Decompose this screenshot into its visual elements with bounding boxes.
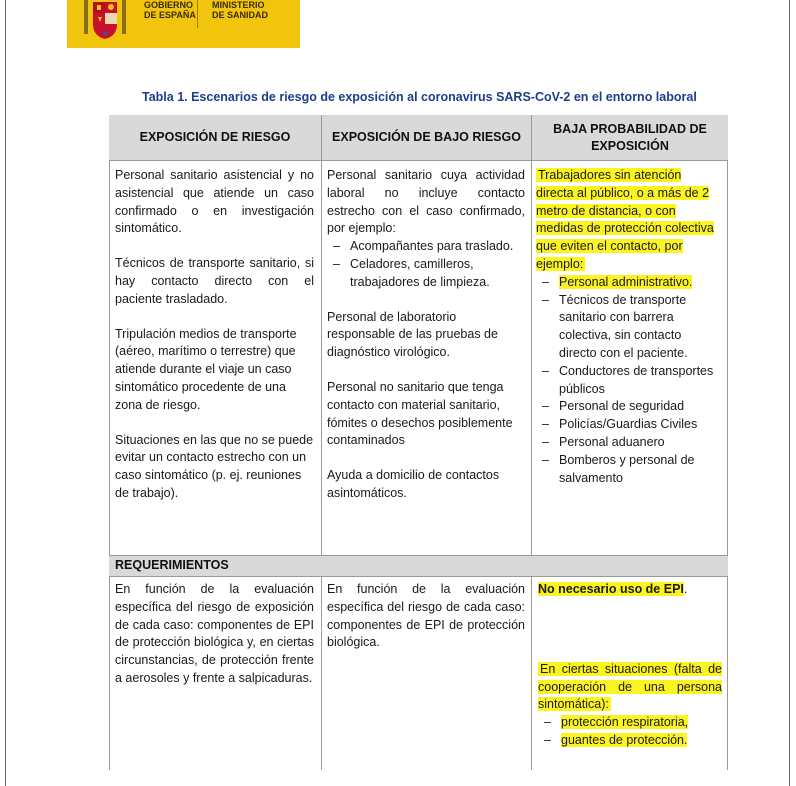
cell-baja-probabilidad [536, 167, 720, 487]
highlighted-text: Trabajadores sin atención directa al público, o a más de 2 metro de distancia, o con medidas de protección colectiva que eviten el contacto, por ejemplo: [536, 168, 714, 271]
grid-line-right [727, 160, 728, 770]
highlighted-text: protección respiratoria, [561, 715, 689, 730]
logo-text-sanidad: DE SANIDAD [212, 10, 269, 20]
cell-exposicion-bajo-riesgo [327, 167, 525, 503]
list-item [538, 714, 722, 732]
grid-line-header-bottom [109, 160, 728, 161]
riesgo-item-transporte: Técnicos de transporte sanitario, si hay contacto directo con el paciente trasladado. [115, 256, 314, 306]
bajo-riesgo-no-sanitario: Personal no sanitario que tenga contacto con material sanitario, fómites o desechos posiblemente contaminados [327, 379, 513, 448]
logo-text-ministerio: MINISTERIO [212, 0, 265, 10]
column-header-riesgo-label: EXPOSICIÓN DE RIESGO [139, 130, 291, 144]
column-header-riesgo [109, 115, 321, 160]
highlighted-text: Personal administrativo. [559, 274, 693, 289]
column-header-bajo-riesgo [322, 115, 531, 160]
bajo-riesgo-list [327, 238, 525, 291]
list-item [538, 732, 722, 750]
logo-text-gobierno: GOBIERNO [144, 0, 194, 10]
bajo-riesgo-ayuda-domicilio: Ayuda a domicilio de contactos asintomáticos. [327, 468, 500, 500]
baja-probabilidad-intro [536, 167, 720, 274]
requirements-label: REQUERIMIENTOS [115, 558, 229, 572]
cell-exposicion-riesgo [115, 167, 314, 503]
list-item [536, 274, 720, 292]
cell-requerimientos-riesgo [115, 581, 314, 688]
column-header-bajo-riesgo-label: EXPOSICIÓN DE BAJO RIESGO [332, 130, 521, 144]
list-item: – Policías/Guardias Civiles [536, 416, 720, 434]
list-item: – Celadores, camilleros, trabajadores de limpieza. [327, 256, 525, 292]
requerimientos-ciertas-situaciones [538, 661, 722, 714]
bajo-riesgo-laboratorio: Personal de laboratorio responsable de las pruebas de diagnóstico virológico. [327, 309, 498, 360]
requerimientos-riesgo-text: En función de la evaluación específica del riesgo de exposición de cada caso: componentes de EPI de protección biológica y, en ciertas circunstancias, de protección frente a aerosoles y frente a salpicaduras. [115, 582, 314, 685]
highlighted-text: En ciertas situaciones (falta de cooperación de una persona sintomática): [538, 661, 722, 712]
requerimientos-no-epi [538, 581, 722, 599]
list-item: – Acompañantes para traslado. [327, 238, 525, 256]
baja-probabilidad-list [536, 274, 720, 488]
column-header-baja-probabilidad-label: BAJA PROBABILIDAD DE EXPOSICIÓN [553, 121, 707, 153]
page-edge-left [5, 0, 6, 786]
requerimientos-bajo-riesgo-text: En función de la evaluación específica del riesgo de cada caso: componentes de EPI de protección biológica. [327, 582, 525, 650]
grid-line-requirements-bottom [109, 576, 728, 577]
cell-requerimientos-bajo-riesgo [327, 581, 525, 652]
requerimientos-no-epi-suffix: . [683, 582, 688, 596]
grid-line-left [109, 160, 110, 770]
list-item: – Técnicos de transporte sanitario con barrera colectiva, sin contacto directo con el paciente. [536, 292, 720, 363]
riesgo-item-situaciones: Situaciones en las que no se puede evitar un contacto estrecho con un caso sintomático (p. ej. reuniones de trabajo). [115, 432, 314, 500]
riesgo-item-tripulacion: Tripulación medios de transporte (aéreo, marítimo o terrestre) que atiende durante el viaje un caso sintomático procedente de una zona de riesgo. [115, 326, 297, 412]
bajo-riesgo-intro: Personal sanitario cuya actividad laboral no incluye contacto estrecho con el caso confirmado, por ejemplo: [327, 168, 525, 236]
highlighted-text: No necesario uso de EPI [538, 582, 684, 596]
list-item: – Personal de seguridad [536, 398, 720, 416]
list-item: – Conductores de transportes públicos [536, 363, 720, 399]
requerimientos-list [538, 714, 722, 750]
table-title: Tabla 1. Escenarios de riesgo de exposición al coronavirus SARS-CoV-2 en el entorno laboral [142, 90, 697, 104]
page-edge-right [789, 0, 790, 786]
grid-line-col1 [321, 115, 322, 770]
grid-line-col2 [531, 115, 532, 770]
government-logo [67, 0, 300, 48]
logo-divider [197, 0, 198, 28]
list-item: – Bomberos y personal de salvamento [536, 452, 720, 488]
list-item: – Personal aduanero [536, 434, 720, 452]
column-header-baja-probabilidad [532, 115, 728, 160]
highlighted-text: guantes de protección. [561, 732, 688, 747]
riesgo-item-sanitario: Personal sanitario asistencial y no asistencial que atiende un caso confirmado o en investigación sintomático. [115, 168, 314, 236]
coat-of-arms-icon [81, 0, 129, 40]
logo-text-espana: DE ESPAÑA [144, 10, 196, 20]
cell-requerimientos-baja-probabilidad [538, 581, 722, 750]
